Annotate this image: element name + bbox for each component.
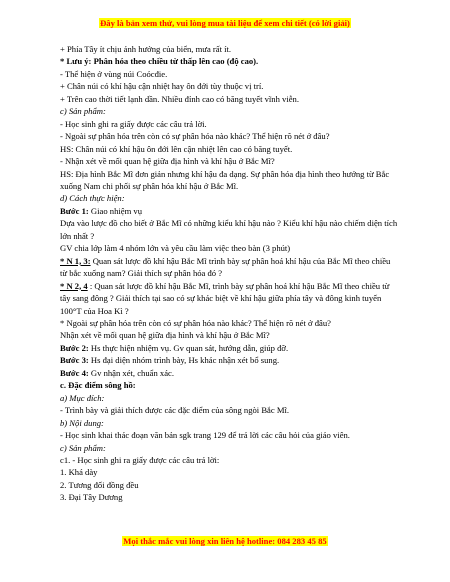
- answer-item: 2. Tương đối đồng đều: [60, 479, 139, 490]
- text-line: c1. - Học sinh ghi ra giấy được các câu trả lời:: [60, 454, 220, 465]
- text-line: - Nhận xét về mối quan hệ giữa địa hình và khí hậu ở Bắc Mĩ?: [60, 156, 275, 167]
- answer-item: 1. Khá dày: [60, 467, 98, 478]
- step-label: Bước 4:: [60, 367, 89, 378]
- section-subheading: a) Mục đích:: [60, 392, 105, 403]
- step-line: [60, 205, 398, 217]
- hotline-banner: [0, 536, 450, 547]
- group-label: * N 1, 3:: [60, 255, 91, 266]
- text-line: - Thể hiện ở vùng núi Coócđie.: [60, 68, 168, 79]
- text-line: HS: Chân núi có khí hậu ôn đới lên cận nhiệt lên cao có băng tuyết.: [60, 143, 293, 154]
- section-subheading: d) Cách thực hiện:: [60, 193, 125, 204]
- step-line: [60, 354, 398, 366]
- text-line: GV chia lớp làm 4 nhóm lớn và yêu cầu làm việc theo bàn (3 phút): [60, 243, 291, 254]
- step-line: [60, 342, 398, 354]
- step-text: Giao nhiệm vụ: [88, 205, 143, 216]
- group-task: [60, 280, 398, 317]
- group-task: [60, 255, 398, 280]
- step-label: Bước 3:: [60, 355, 89, 366]
- text-line: + Phía Tây ít chịu ảnh hưởng của biển, mưa rất ít.: [60, 44, 232, 54]
- text-line: - Ngoài sự phân hóa trên còn có sự phân hóa nào khác? Thể hiện rõ nét ở đâu?: [60, 131, 330, 142]
- preview-notice-banner: [0, 18, 450, 29]
- group-label: * N 2, 4: [60, 280, 88, 291]
- section-subheading: c) Sản phẩm:: [60, 442, 106, 453]
- step-text: Hs đại diện nhóm trình bày, Hs khác nhận xét bổ sung.: [88, 355, 280, 366]
- document-body: [60, 43, 398, 504]
- step-label: Bước 1:: [60, 205, 89, 216]
- step-text: Hs thực hiện nhiệm vụ. Gv quan sát, hướng dẫn, giúp đỡ.: [88, 342, 289, 353]
- step-line: [60, 367, 398, 379]
- paragraph: HS: Địa hình Bắc Mĩ đơn giản nhưng khí hậu đa dạng. Sự phân hóa địa hình theo hướng từ Bắc xuống Nam chi phối sự phân hóa khí hậu ở Bắc Mĩ.: [60, 168, 390, 191]
- note-heading: * Lưu ý: Phân hóa theo chiều từ thấp lên cao (độ cao).: [60, 56, 259, 67]
- group-task-text: Quan sát lược đồ khí hậu Bắc Mĩ trình bày sự phân hoá khí hậu của Bắc Mĩ theo chiều từ bắc xuống nam? Giải thích sự phân hóa đó ?: [60, 255, 391, 279]
- step-text: Gv nhận xét, chuẩn xác.: [88, 367, 174, 378]
- section-heading: c. Đặc điểm sông hồ:: [60, 380, 136, 391]
- text-line: Nhận xét về mối quan hệ giữa địa hình và khí hậu ở Bắc Mĩ?: [60, 330, 270, 341]
- text-line: + Chân núi có khí hậu cận nhiệt hay ôn đới tùy thuộc vị trí.: [60, 81, 264, 92]
- hotline-text: Mọi thắc mắc vui lòng xin liên hệ hotline: 084 283 45 85: [123, 536, 327, 546]
- step-label: Bước 2:: [60, 342, 89, 353]
- text-line: - Trình bày và giải thích được các đặc điểm của sông ngòi Bắc Mĩ.: [60, 405, 290, 416]
- text-line: * Ngoài sự phân hóa trên còn có sự phân hóa nào khác? Thể hiện rõ nét ở đâu?: [60, 317, 331, 328]
- answer-item: 3. Đại Tây Dương: [60, 492, 123, 503]
- section-subheading: c) Sản phẩm:: [60, 106, 106, 117]
- section-subheading: b) Nội dung:: [60, 417, 104, 428]
- text-line: + Trên cao thời tiết lạnh dần. Nhiều đỉnh cao có băng tuyết vĩnh viễn.: [60, 93, 299, 104]
- group-task-text: : Quan sát lược đồ khí hậu Bắc Mĩ, trình bày sự phân hoá khí hậu Bắc Mĩ theo chiều từ tây sang đông ? Giải thích tại sao có sự khác biệt về khí hậu giữa phía tây và đông kinh tuyến 100°T của Hoa Kì ?: [60, 280, 390, 316]
- text-line: - Học sinh ghi ra giấy được các câu trả lời.: [60, 118, 207, 129]
- text-line: - Học sinh khai thác đoạn văn bản sgk trang 129 để trả lời các câu hỏi của giáo viên.: [60, 430, 350, 441]
- paragraph: Dựa vào lược đồ cho biết ở Bắc Mĩ có những kiểu khí hậu nào ? Kiểu khí hậu nào chiếm diện tích lớn nhất ?: [60, 218, 398, 241]
- preview-notice-text: Đây là bản xem thử, vui lòng mua tài liệu để xem chi tiết (có lời giải): [100, 18, 350, 28]
